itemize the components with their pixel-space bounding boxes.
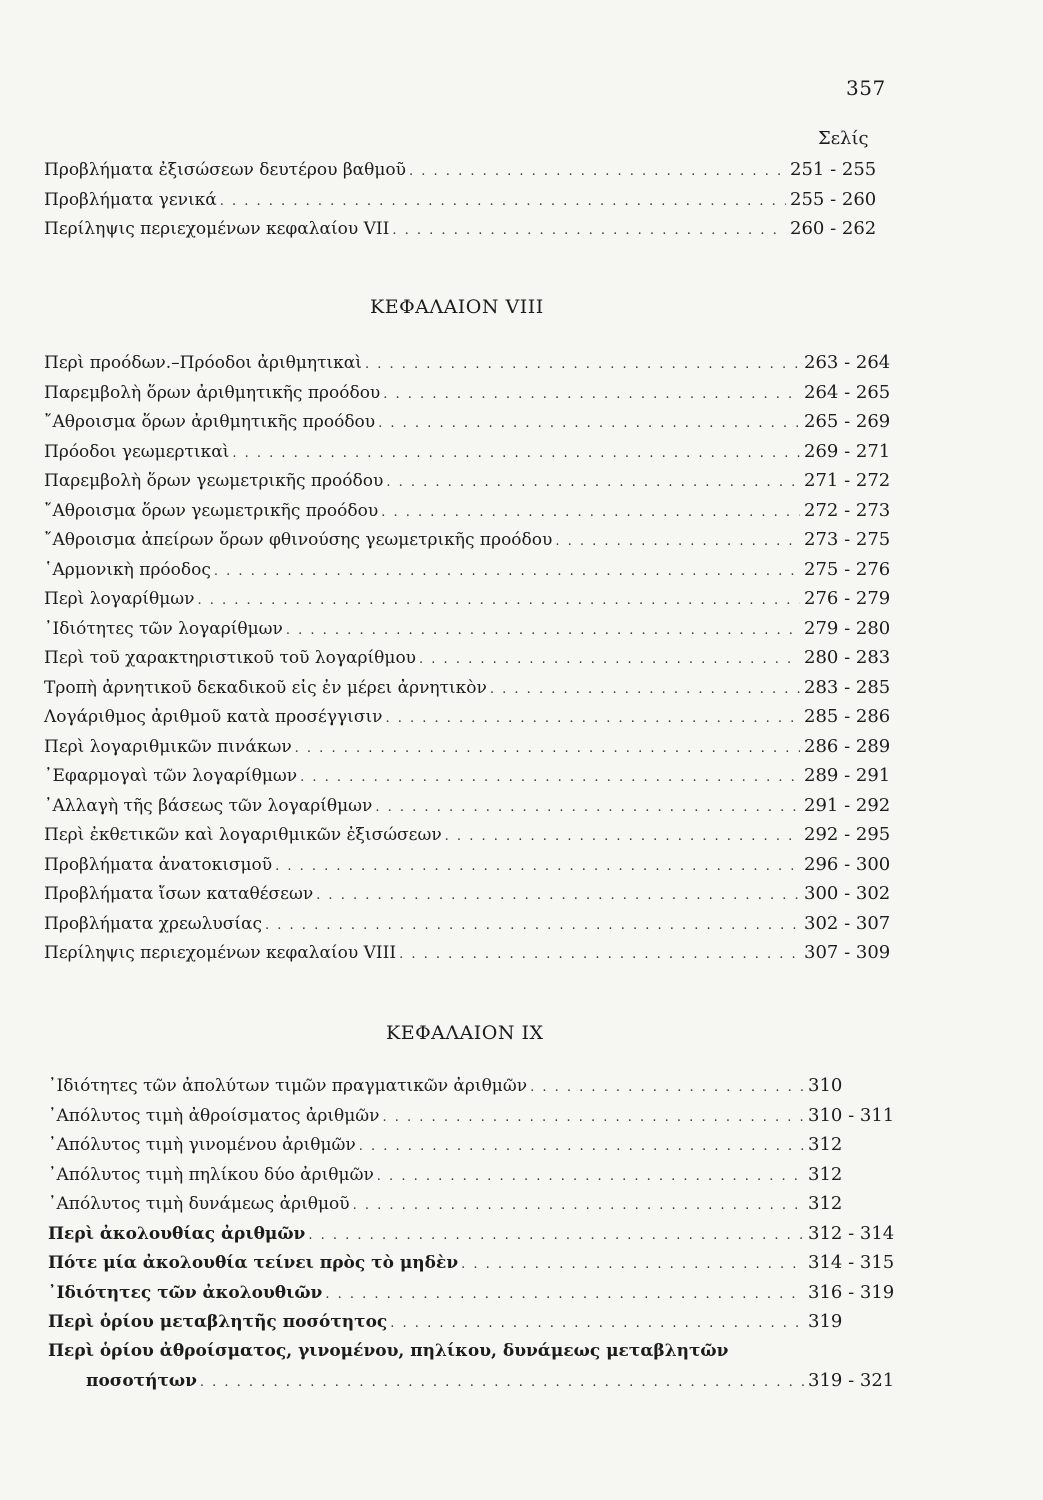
toc-entry bbox=[48, 1278, 900, 1308]
toc-entry-title: Περὶ λογαριθμικῶν πινάκων bbox=[44, 736, 292, 757]
toc-entry bbox=[44, 850, 900, 880]
toc-entry-pages: 300 - 302 bbox=[804, 883, 891, 904]
toc-entry-title: ᾿Απόλυτος τιμὴ πηλίκου δύο ἀριθμῶν bbox=[48, 1164, 374, 1185]
leader-dots bbox=[200, 1368, 804, 1398]
toc-entry bbox=[44, 496, 900, 526]
toc-entry bbox=[44, 155, 900, 185]
leader-dots bbox=[308, 1221, 804, 1251]
toc-entry bbox=[44, 614, 900, 644]
leader-dots bbox=[325, 1280, 804, 1310]
leader-dots bbox=[555, 527, 800, 557]
toc-entry-pages: 314 - 315 bbox=[808, 1252, 895, 1273]
toc-entry-pages: 269 - 271 bbox=[804, 440, 891, 462]
toc-entry-title: ῾Αρμονικὴ πρόοδος bbox=[44, 559, 211, 580]
leader-dots bbox=[232, 439, 800, 469]
toc-entry bbox=[44, 437, 900, 467]
toc-entry-title: ᾿Απόλυτος τιμὴ δυνάμεως ἀριθμοῦ bbox=[48, 1194, 350, 1214]
toc-entry-pages: 296 - 300 bbox=[804, 853, 891, 875]
toc-entry-title: ῎Αθροισμα ὅρων γεωμετρικῆς προόδου bbox=[44, 500, 379, 521]
toc-entry-title: Παρεμβολὴ ὅρων γεωμετρικῆς προόδου bbox=[44, 471, 384, 491]
toc-entry-title: Παρεμβολὴ ὅρων ἀριθμητικῆς προόδου bbox=[44, 382, 381, 403]
toc-entry-pages: 255 - 260 bbox=[790, 188, 877, 210]
leader-dots bbox=[275, 852, 800, 882]
toc-entry-pages: 319 - 321 bbox=[808, 1370, 895, 1391]
toc-entry bbox=[48, 1160, 900, 1190]
leader-dots bbox=[300, 763, 800, 793]
section-chapter9 bbox=[48, 1071, 900, 1396]
toc-entry-title: Προβλήματα ἴσων καταθέσεων bbox=[44, 884, 314, 904]
toc-entry-title: Περὶ ὁρίου μεταβλητῆς ποσότητος bbox=[48, 1312, 388, 1332]
leader-dots bbox=[378, 409, 800, 439]
toc-entry bbox=[48, 1307, 900, 1337]
toc-entry-title: Περὶ ἐκθετικῶν καὶ λογαριθμικῶν ἐξισώσεων bbox=[44, 825, 442, 845]
toc-entry bbox=[44, 732, 900, 762]
toc-entry-title: ᾿Εφαρμογαὶ τῶν λογαρίθμων bbox=[44, 766, 298, 786]
section-chapter7-tail bbox=[44, 155, 900, 244]
toc-entry-title: Προβλήματα ἐξισώσεων δευτέρου βαθμοῦ bbox=[44, 160, 407, 180]
toc-entry-title: Περὶ ὁρίου ἀθροίσματος, γινομένου, πηλίκου, δυνάμεως μεταβλητῶν bbox=[48, 1340, 729, 1361]
toc-entry-pages: 285 - 286 bbox=[804, 706, 891, 727]
leader-dots bbox=[385, 704, 800, 734]
toc-entry bbox=[44, 214, 900, 244]
leader-dots bbox=[383, 1103, 805, 1133]
leader-dots bbox=[286, 616, 800, 646]
toc-entry-title: ᾿Αλλαγὴ τῆς βάσεως τῶν λογαρίθμων bbox=[44, 795, 373, 816]
toc-entry-title: ᾿Ιδιότητες τῶν λογαρίθμων bbox=[44, 618, 283, 639]
toc-entry-title: Προβλήματα γενικά bbox=[44, 189, 217, 210]
toc-entry bbox=[48, 1189, 900, 1219]
toc-entry-pages: 283 - 285 bbox=[804, 676, 891, 698]
leader-dots bbox=[490, 675, 800, 705]
chapter8-heading: ΚΕΦΑΛΑΙΟΝ VIII bbox=[370, 296, 544, 318]
toc-entry-title: ᾿Ιδιότητες τῶν ἀπολύτων τιμῶν πραγματικῶν ἀριθμῶν bbox=[48, 1076, 528, 1096]
toc-entry-title: Τροπὴ ἀρνητικοῦ δεκαδικοῦ εἰς ἐν μέρει ἀρνητικὸν bbox=[44, 677, 487, 698]
toc-entry bbox=[44, 466, 900, 496]
leader-dots bbox=[419, 645, 800, 675]
toc-entry-title: Προβλήματα ἀνατοκισμοῦ bbox=[44, 854, 273, 875]
section-chapter8 bbox=[44, 348, 900, 968]
toc-entry-title: Προβλήματα χρεωλυσίας bbox=[44, 913, 263, 934]
toc-entry bbox=[44, 820, 900, 850]
toc-entry bbox=[44, 702, 900, 732]
toc-entry-pages: 280 - 283 bbox=[804, 647, 891, 668]
toc-entry-pages: 279 - 280 bbox=[804, 617, 891, 639]
toc-entry-pages: 310 - 311 bbox=[808, 1104, 895, 1126]
toc-entry-title: ῎Αθροισμα ὅρων ἀριθμητικῆς προόδου bbox=[44, 412, 376, 432]
toc-entry-pages: 251 - 255 bbox=[790, 159, 877, 180]
toc-entry bbox=[48, 1219, 900, 1249]
toc-entry-pages: 289 - 291 bbox=[804, 765, 891, 786]
toc-entry-title: Πότε μία ἀκολουθία τείνει πρὸς τὸ μηδὲν bbox=[48, 1253, 459, 1273]
toc-entry-title: Λογάριθμος ἀριθμοῦ κατὰ προσέγγισιν bbox=[44, 707, 383, 727]
toc-entry bbox=[44, 938, 900, 968]
leader-dots bbox=[265, 911, 800, 941]
toc-entry-pages: 260 - 262 bbox=[790, 218, 877, 239]
chapter9-heading: ΚΕΦΑΛΑΙΟΝ IX bbox=[386, 1022, 544, 1044]
toc-entry-title-line1 bbox=[48, 1337, 900, 1367]
leader-dots bbox=[316, 881, 800, 911]
toc-entry bbox=[44, 555, 900, 585]
toc-entry-pages: 312 bbox=[808, 1163, 843, 1185]
toc-entry-pages: 264 - 265 bbox=[804, 381, 891, 403]
toc-entry-pages: 312 - 314 bbox=[808, 1222, 895, 1244]
toc-entry-title-continued: ποσοτήτων bbox=[86, 1371, 197, 1391]
toc-entry bbox=[44, 584, 900, 614]
toc-entry-title: ᾿Απόλυτος τιμὴ γινομένου ἀριθμῶν bbox=[48, 1135, 356, 1155]
toc-entry-title: Περὶ τοῦ χαρακτηριστικοῦ τοῦ λογαρίθμου bbox=[44, 648, 417, 668]
toc-entry-title: Περίληψις περιεχομένων κεφαλαίου VIII bbox=[44, 943, 397, 963]
toc-entry-title: Περὶ προόδων.–Πρόοδοι ἀριθμητικαὶ bbox=[44, 353, 362, 373]
toc-entry bbox=[44, 791, 900, 821]
toc-entry bbox=[48, 1071, 900, 1101]
toc-entry-pages: 292 - 295 bbox=[804, 824, 891, 845]
toc-entry bbox=[48, 1248, 900, 1278]
leader-dots bbox=[295, 734, 800, 764]
toc-entry bbox=[44, 407, 900, 437]
toc-entry-pages: 286 - 289 bbox=[804, 735, 891, 757]
toc-entry bbox=[48, 1366, 900, 1396]
toc-entry-title: Περίληψις περιεχομένων κεφαλαίου VII bbox=[44, 219, 390, 239]
toc-entry-pages: 265 - 269 bbox=[804, 411, 891, 432]
leader-dots bbox=[214, 557, 800, 587]
leader-dots bbox=[386, 468, 800, 498]
toc-entry-pages: 263 - 264 bbox=[804, 352, 891, 373]
toc-entry-pages: 310 bbox=[808, 1075, 843, 1096]
toc-entry-title: Περὶ ἀκολουθίας ἀριθμῶν bbox=[48, 1223, 306, 1244]
toc-entry-pages: 271 - 272 bbox=[804, 470, 891, 491]
leader-dots bbox=[220, 187, 786, 217]
toc-entry bbox=[48, 1101, 900, 1131]
toc-entry-title: Περὶ λογαρίθμων bbox=[44, 589, 195, 609]
toc-entry bbox=[44, 673, 900, 703]
toc-entry-pages: 312 bbox=[808, 1134, 843, 1155]
toc-entry-pages: 275 - 276 bbox=[804, 558, 891, 580]
toc-entry-pages: 307 - 309 bbox=[804, 942, 891, 963]
toc-entry bbox=[44, 643, 900, 673]
leader-dots bbox=[198, 586, 801, 616]
leader-dots bbox=[409, 157, 786, 187]
column-heading: Σελίς bbox=[818, 128, 869, 149]
toc-entry-title: ῎Αθροισμα ἀπείρων ὅρων φθινούσης γεωμετρικῆς προόδου bbox=[44, 530, 553, 550]
toc-entry bbox=[44, 909, 900, 939]
toc-entry-title: ᾿Απόλυτος τιμὴ ἀθροίσματος ἀριθμῶν bbox=[48, 1105, 380, 1126]
leader-dots bbox=[353, 1191, 804, 1221]
toc-entry-pages: 302 - 307 bbox=[804, 912, 891, 934]
toc-entry-pages: 291 - 292 bbox=[804, 794, 891, 816]
toc-entry bbox=[44, 378, 900, 408]
toc-entry bbox=[48, 1130, 900, 1160]
leader-dots bbox=[530, 1073, 804, 1103]
leader-dots bbox=[377, 1162, 804, 1192]
leader-dots bbox=[392, 216, 786, 246]
toc-entry bbox=[44, 348, 900, 378]
page-number: 357 bbox=[846, 76, 886, 100]
leader-dots bbox=[359, 1132, 804, 1162]
toc-entry bbox=[44, 879, 900, 909]
toc-entry bbox=[44, 761, 900, 791]
leader-dots bbox=[365, 350, 800, 380]
toc-entry-pages: 273 - 275 bbox=[804, 529, 891, 550]
toc-entry-pages: 316 - 319 bbox=[808, 1281, 895, 1303]
leader-dots bbox=[381, 498, 800, 528]
toc-entry-pages: 319 bbox=[808, 1311, 843, 1332]
toc-entry-title: Πρόοδοι γεωμερτικαὶ bbox=[44, 441, 230, 462]
toc-entry-title: ᾿Ιδιότητες τῶν ἀκολουθιῶν bbox=[48, 1282, 323, 1303]
toc-entry-pages: 312 bbox=[808, 1193, 843, 1214]
toc-entry-pages: 272 - 273 bbox=[804, 499, 891, 521]
toc-entry bbox=[44, 185, 900, 215]
leader-dots bbox=[445, 822, 800, 852]
toc-entry bbox=[44, 525, 900, 555]
leader-dots bbox=[461, 1250, 804, 1280]
leader-dots bbox=[383, 380, 800, 410]
leader-dots bbox=[375, 793, 800, 823]
leader-dots bbox=[399, 940, 800, 970]
toc-entry-pages: 276 - 279 bbox=[804, 588, 891, 609]
leader-dots bbox=[390, 1309, 804, 1339]
